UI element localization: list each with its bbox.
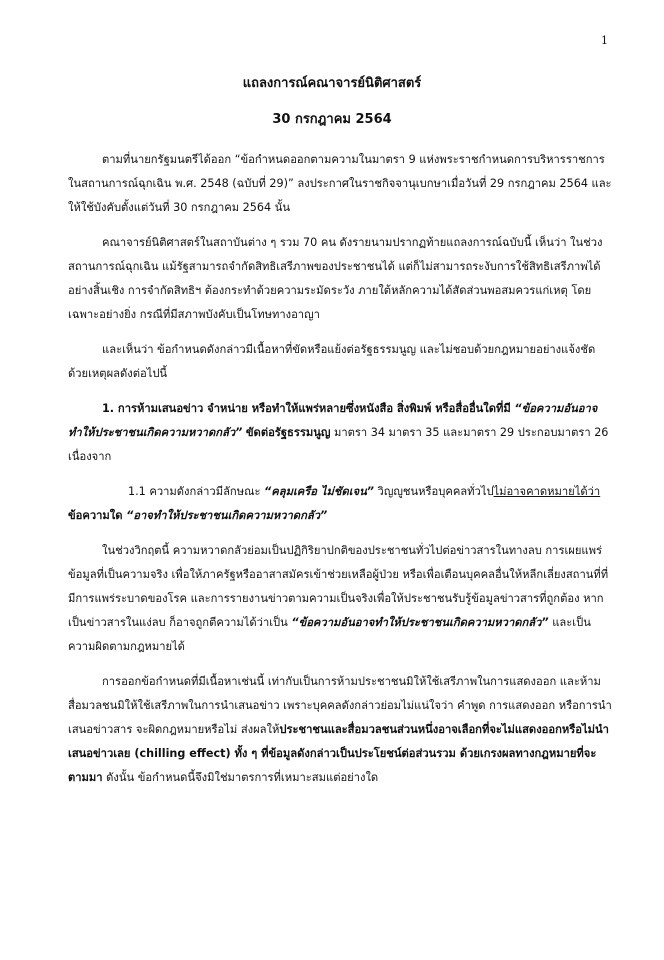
point-1-unconstitutional: ขัดต่อรัฐธรรมนูญ (245, 426, 331, 439)
point-1-1-vague: “คลุมเครือ ไม่ชัดเจน” (264, 485, 374, 498)
paragraph-7 (68, 670, 612, 790)
paragraph-7-end: ดังนั้น ข้อกำหนดนี้จึงมิใช่มาตรการที่เหมาะสมแต่อย่างใด (106, 771, 379, 784)
point-1-1-reasonable: วิญญูชนหรือบุคคลทั่วไป (377, 485, 494, 498)
paragraph-7-text: การออกข้อกำหนดที่มีเนื้อหาเช่นนี้ เท่ากับเป็นการห้ามประชาชนมิให้ใช้เสรีภาพในการแสดงออก และห้ามสื่อมวลชนมิให้ใช้เสรีภาพในการนำเสนอข่าว เพราะบุคคลดังกล่าวย่อมไม่แน่ใจว่า คำพูด การแสดงออก หรือการนำเสนอข่าวสาร จะผิดกฎหมายหรือไม่ ส่งผลให้ (68, 675, 612, 736)
paragraph-2: คณาจารย์นิติศาสตร์ในสถาบันต่าง ๆ รวม 70 คน ดังรายนามปรากฏท้ายแถลงการณ์ฉบับนี้ เห็นว่า ในช่วงสถานการณ์ฉุกเฉิน แม้รัฐสามารถจำกัดสิทธิเสรีภาพของประชาชนได้ แต่ก็ไม่สามารถระงับการใช้สิทธิเสรีภาพได้อย่างสิ้นเชิง การจำกัดสิทธิฯ ต้องกระทำด้วยความระมัดระวัง ภายใต้หลักความได้สัดส่วนพอสมควรแก่เหตุ โดยเฉพาะอย่างยิ่ง กรณีที่มีสภาพบังคับเป็นโทษทางอาญา (68, 236, 603, 321)
point-1-1-which: ข้อความใด (68, 509, 123, 522)
document-date: 30 กรกฎาคม 2564 (272, 112, 392, 127)
paragraph-7-bold: ประชาชนและสื่อมวลชนส่วนหนึ่งอาจเลือกที่จะไม่แสดงออกหรือไม่นำเสนอข่าวเลย (chilling effect) ทั้ง ๆ ที่ข้อมูลดังกล่าวเป็นประโยชน์ต่อส่วนรวม ด้วยเกรงผลทางกฎหมายที่จะตามมา (68, 723, 609, 784)
page-number: 1 (601, 34, 608, 47)
point-1-1-unpredictable: ไม่อาจคาดหมายได้ว่า (493, 485, 601, 498)
paragraph-3: และเห็นว่า ข้อกำหนดดังกล่าวมีเนื้อหาที่ขัดหรือแย้งต่อรัฐธรรมนูญ และไม่ชอบด้วยกฎหมายอย่างแจ้งชัด ด้วยเหตุผลดังต่อไปนี้ (68, 343, 596, 380)
paragraph-6-text: ในช่วงวิกฤตนี้ ความหวาดกลัวย่อมเป็นปฏิกิริยาปกติของประชาชนทั่วไปต่อข่าวสารในทางลบ การเผยแพร่ข้อมูลที่เป็นความจริง เพื่อให้ภาครัฐหรืออาสาสมัครเข้าช่วยเหลือผู้ป่วย หรือเพื่อเตือนบุคคลอื่นให้หลีกเลี่ยงสถานที่ที่มีการแพร่ระบาดของโรค และการรายงานข่าวตามความเป็นจริงเพื่อให้ประชาชนรับรู้ข้อมูลข่าวสารที่ถูกต้อง หากเป็นข่าวสารในแง่ลบ ก็อาจถูกตีความได้ว่าเป็น (68, 544, 609, 629)
point-1-heading: 1. การห้ามเสนอข่าว จำหน่าย หรือทำให้แพร่หลายซึ่งหนังสือ สิ่งพิมพ์ หรือสื่ออื่นใดที่มี (102, 402, 511, 415)
paragraph-6-quote: “ข้อความอันอาจทำให้ประชาชนเกิดความหวาดกลัว” (291, 616, 549, 629)
paragraph-6 (68, 539, 612, 659)
point-1-quote: “ข้อความอันอาจทำให้ประชาชนเกิดความหวาดกลัว” (68, 402, 598, 439)
point-1-1-intro: 1.1 ความดังกล่าวมีลักษณะ (128, 485, 261, 498)
document-title: แถลงการณ์คณาจารย์นิติศาสตร์ (242, 76, 422, 91)
paragraph-1: ตามที่นายกรัฐมนตรีได้ออก “ข้อกำหนดออกตามความในมาตรา 9 แห่งพระราชกำหนดการบริหารราชการในสถานการณ์ฉุกเฉิน พ.ศ. 2548 (ฉบับที่ 29)” ลงประกาศในราชกิจจานุเบกษาเมื่อวันที่ 29 กรกฎาคม 2564 และให้ใช้บังคับตั้งแต่วันที่ 30 กรกฎาคม 2564 นั้น (68, 153, 612, 214)
paragraph-6-end: และเป็นความผิดตามกฎหมายได้ (68, 616, 591, 653)
point-1-1-quote: “อาจทำให้ประชาชนเกิดความหวาดกลัว” (126, 509, 328, 522)
document-body (68, 148, 612, 801)
paragraph-5 (68, 480, 612, 528)
point-1-sections: มาตรา 34 มาตรา 35 และมาตรา 29 ประกอบมาตรา 26 เนื่องจาก (68, 426, 609, 463)
paragraph-4 (68, 397, 612, 469)
